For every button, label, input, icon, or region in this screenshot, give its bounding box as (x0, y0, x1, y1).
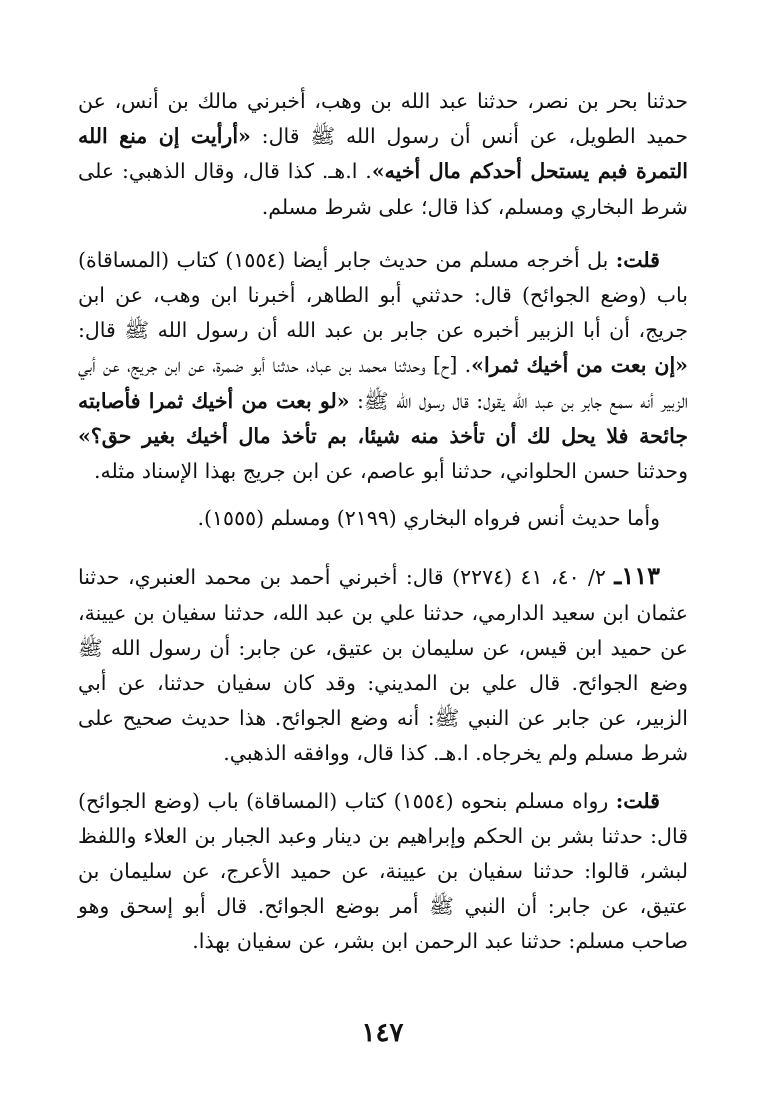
hadith-quote: «لو بعت من أخيك ثمرا فأصابته جائحة فلا يحل لك أن تأخذ منه شيئا، بم تأخذ مال أخيك بغير حق؟» (78, 388, 688, 448)
text-segment: . ا.هـ. كذا قال، وقال الذهبي: على شرط البخاري ومسلم، كذا قال؛ على شرط مسلم. (78, 159, 688, 219)
qultu-label: قلت: (615, 247, 660, 272)
page-number: ١٤٧ (361, 1018, 404, 1048)
entry-number: ١١٣ـ (614, 561, 660, 591)
text-segment: ٢/ ٤٠، ٤١ (٢٢٧٤) قال: أخبرني أحمد بن محمد العنبري، حدثنا عثمان ابن سعيد الدارمي، حدثنا علي بن عبد الله، حدثنا سفيان بن عيينة، عن حميد ابن قيس، عن سليمان بن عتيق، عن جابر: أن رسول الله ﷺ وضع الجوائح. قال علي بن المديني: وقد كان سفيان حدثنا، عن أبي الزبير، عن جابر عن النبي ﷺ: أنه وضع الجوائح. هذا حديث صحيح على شرط مسلم ولم يخرجاه. ا.هـ. كذا قال، ووافقه الذهبي. (78, 565, 688, 766)
qultu-label: قلت: (615, 788, 660, 813)
page-body (78, 84, 688, 960)
hadith-quote: «إن بعت من أخيك ثمرا» (471, 353, 688, 378)
text-segment: حدثنا بحر بن نصر، حدثنا عبد الله بن وهب، أخبرني مالك بن أنس، عن حميد الطويل، عن أنس أن رسول الله ﷺ قال: (78, 89, 688, 149)
hadith-quote: «أرأيت إن منع الله التمرة فبم يستحل أحدكم مال أخيه» (78, 124, 688, 184)
paragraph-qultu-jabir (78, 243, 688, 489)
paragraph-hadith-anas (78, 84, 688, 225)
paragraph-anas-sources (78, 501, 688, 536)
text-segment: . [ح] وحدثنا محمد بن عباد، حدثنا أبو ضمرة، عن ابن جريج، عن أبي الزبير أنه سمع جابر بن عبد الله يقول: قال رسول الله ﷺ: (78, 353, 689, 413)
paragraph-entry-113 (78, 558, 688, 771)
text-segment: بل أخرجه مسلم من حديث جابر أيضا (١٥٥٤) كتاب (المساقاة) باب (وضع الجوائح) قال: حدثني أبو الطاهر، أخبرنا ابن وهب، عن ابن جريج، أن أبا الزبير أخبره عن جابر بن عبد الله أن رسول الله ﷺ قال: (78, 247, 688, 343)
text-segment: وأما حديث أنس فرواه البخاري (٢١٩٩) ومسلم (١٥٥٥). (197, 506, 660, 531)
text-segment: رواه مسلم بنحوه (١٥٥٤) كتاب (المساقاة) باب (وضع الجوائح) قال: حدثنا بشر بن الحكم وإبراهيم بن دينار وعبد الجبار بن العلاء واللفظ لبشر، قالوا: حدثنا سفيان بن عيينة، عن حميد الأعرج، عن سليمان بن عتيق، عن جابر: أن النبي ﷺ أمر بوضع الجوائح. قال أبو إسحق وهو صاحب مسلم: حدثنا عبد الرحمن ابن بشر، عن سفيان بهذا. (78, 788, 688, 954)
text-segment: وحدثنا حسن الحلواني، حدثنا أبو عاصم، عن ابن جريج بهذا الإسناد مثله. (93, 459, 688, 484)
paragraph-qultu-muslim (78, 784, 688, 960)
